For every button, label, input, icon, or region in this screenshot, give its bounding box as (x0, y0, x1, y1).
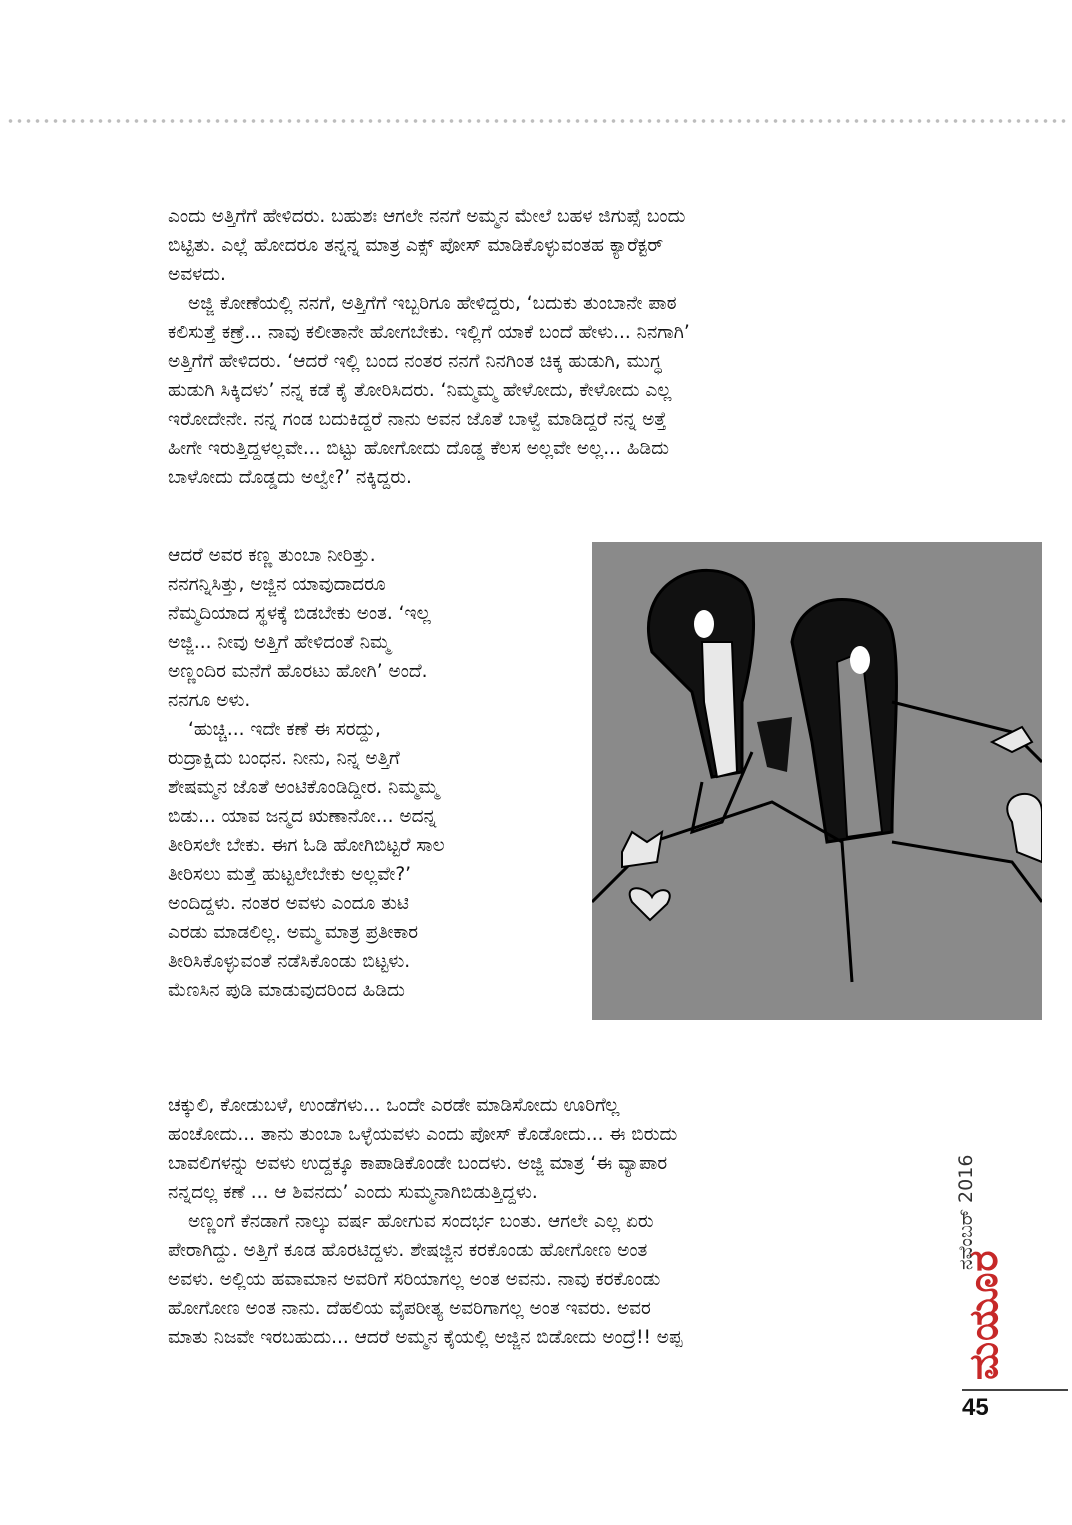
text-line: ತೀರಿಸಲೇ ಬೇಕು. ಈಗ ಓಡಿ ಹೋಗಿಬಿಟ್ಟರೆ ಸಾಲ (168, 835, 445, 856)
text-line: ಮೆಣಸಿನ ಪುಡಿ ಮಾಡುವುದರಿಂದ ಹಿಡಿದು (168, 980, 405, 1001)
page-sidebar (945, 1100, 1015, 1385)
text-line: ಅಂದಿದ್ದಳು. ನಂತರ ಅವಳು ಎಂದೂ ತುಟಿ (168, 893, 409, 914)
text-line: ಹೀಗೇ ಇರುತ್ತಿದ್ದಳಲ್ಲವೇ... ಬಿಟ್ಟು ಹೋಗೋದು ದೊಡ್ಡ ಕೆಲಸ ಅಲ್ಲವೇ ಅಲ್ಲ... ಹಿಡಿದು (168, 438, 670, 459)
story-text-bottom (168, 1091, 892, 1352)
page-number: 45 (962, 1394, 989, 1421)
illustration-drawing (592, 542, 1042, 1020)
text-line: ನೆಮ್ಮದಿಯಾದ ಸ್ಥಳಕ್ಕೆ ಬಿಡಬೇಕು ಅಂತ. ‘ಇಲ್ಲ (168, 603, 431, 624)
text-line: ರುದ್ರಾಕ್ಷಿದು ಬಂಧನ. ನೀನು, ನಿನ್ನ ಅತ್ತಿಗೆ (168, 748, 400, 769)
text-line: ಕಲಿಸುತ್ತೆ ಕಣ್ರೆ... ನಾವು ಕಲೀತಾನೇ ಹೋಗಬೇಕು. ಇಲ್ಲಿಗೆ ಯಾಕೆ ಬಂದೆ ಹೇಳು... ನಿನಗಾಗಿ’ (168, 322, 690, 343)
text-line: ನನಗೂ ಅಳು. (168, 690, 251, 711)
story-text-wrapped-column (168, 541, 578, 1005)
story-text-top (168, 202, 892, 492)
text-line: ಅಣ್ಣಂಗೆ ಕೆನಡಾಗೆ ನಾಲ್ಕು ವರ್ಷ ಹೋಗುವ ಸಂದರ್ಭ ಬಂತು. ಆಗಲೇ ಎಲ್ಲ ಏರು (188, 1211, 654, 1232)
text-line: ಇರೋದೇನೇ. ನನ್ನ ಗಂಡ ಬದುಕಿದ್ದರೆ ನಾನು ಅವನ ಜೊತೆ ಬಾಳ್ವೆ ಮಾಡಿದ್ದರೆ ನನ್ನ ಅತ್ತೆ (168, 409, 667, 430)
text-line: ಹಂಚೋದು... ತಾನು ತುಂಬಾ ಒಳ್ಳೆಯವಳು ಎಂದು ಪೋಸ್ ಕೊಡೋದು... ಈ ಬಿರುದು (168, 1124, 678, 1145)
text-line: ಬಾವಲಿಗಳನ್ನು ಅವಳು ಉದ್ದಕ್ಕೂ ಕಾಪಾಡಿಕೊಂಡೇ ಬಂದಳು. ಅಜ್ಜಿ ಮಾತ್ರ ‘ಈ ವ್ಯಾಪಾರ (168, 1153, 668, 1174)
text-line: ಬಿಡು... ಯಾವ ಜನ್ಮದ ಋಣಾನೋ... ಅದನ್ನ (168, 806, 437, 827)
text-line: ‘ಹುಚ್ಚಿ... ಇದೇ ಕಣೆ ಈ ಸರದ್ದು, (188, 719, 381, 740)
text-line: ಆದರೆ ಅವರ ಕಣ್ಣ ತುಂಬಾ ನೀರಿತ್ತು. (168, 545, 376, 566)
story-illustration (592, 542, 1042, 1020)
text-line: ಚಕ್ಕುಲಿ, ಕೋಡುಬಳೆ, ಉಂಡೆಗಳು... ಒಂದೇ ಎರಡೇ ಮಾಡಿಸೋದು ಊರಿಗೆಲ್ಲ (168, 1095, 620, 1116)
magazine-masthead: ಮಯೂರ (961, 1249, 1007, 1380)
text-line: ಶೇಷಮ್ಮನ ಜೊತೆ ಅಂಟಿಕೊಂಡಿದ್ದೀರ. ನಿಮ್ಮಮ್ಮ (168, 777, 439, 798)
text-line: ತೀರಿಸಿಕೊಳ್ಳುವಂತೆ ನಡೆಸಿಕೊಂಡು ಬಿಟ್ಟಳು. (168, 951, 411, 972)
text-line: ಅಜ್ಜಿ ಕೋಣೆಯಲ್ಲಿ ನನಗೆ, ಅತ್ತಿಗೆಗೆ ಇಬ್ಬರಿಗೂ ಹೇಳಿದ್ದರು, ‘ಬದುಕು ತುಂಬಾನೇ ಪಾಠ (188, 293, 677, 314)
text-line: ಹೋಗೋಣ ಅಂತ ನಾನು. ದೆಹಲಿಯ ವೈಪರೀತ್ಯ ಅವರಿಗಾಗಲ್ಲ ಅಂತ ಇವರು. ಅವರ (168, 1298, 651, 1319)
text-line: ಅಜ್ಜಿ... ನೀವು ಅತ್ತಿಗೆ ಹೇಳಿದಂತೆ ನಿಮ್ಮ (168, 632, 391, 653)
text-line: ಬಾಳೋದು ದೊಡ್ಡದು ಅಲ್ವೇ?’ ನಕ್ಕಿದ್ದರು. (168, 467, 412, 488)
folio-rule (962, 1389, 1068, 1391)
text-line: ಪೇರಾಗಿದ್ದು. ಅತ್ತಿಗೆ ಕೂಡ ಹೊರಟಿದ್ದಳು. ಶೇಷಜ್ಜಿನ ಕರಕೊಂಡು ಹೋಗೋಣ ಅಂತ (168, 1240, 648, 1261)
text-line: ಅಣ್ಣಂದಿರ ಮನೆಗೆ ಹೊರಟು ಹೋಗಿ’ ಅಂದೆ. (168, 661, 428, 682)
text-line: ನನಗನ್ನಿಸಿತ್ತು, ಅಜ್ಜಿನ ಯಾವುದಾದರೂ (168, 574, 386, 595)
text-line: ಅತ್ತಿಗೆಗೆ ಹೇಳಿದರು. ‘ಆದರೆ ಇಲ್ಲಿ ಬಂದ ನಂತರ ನನಗೆ ನಿನಗಿಂತ ಚಿಕ್ಕ ಹುಡುಗಿ, ಮುಗ್ಧ (168, 351, 662, 372)
text-line: ಎಂದು ಅತ್ತಿಗೆಗೆ ಹೇಳಿದರು. ಬಹುಶಃ ಆಗಲೇ ನನಗೆ ಅಮ್ಮನ ಮೇಲೆ ಬಹಳ ಜಿಗುಪ್ಸೆ ಬಂದು (168, 206, 686, 227)
text-line: ನನ್ನದಲ್ಲ ಕಣೆ ... ಆ ಶಿವನದು’ ಎಂದು ಸುಮ್ಮನಾಗಿಬಿಡುತ್ತಿದ್ದಳು. (168, 1182, 538, 1203)
text-line: ಮಾತು ನಿಜವೇ ಇರಬಹುದು... ಆದರೆ ಅಮ್ಮನ ಕೈಯಲ್ಲಿ ಅಜ್ಜಿನ ಬಿಡೋದು ಅಂದ್ರೆ!! ಅಪ್ಪ (168, 1327, 683, 1348)
text-line: ಹುಡುಗಿ ಸಿಕ್ಕಿದಳು’ ನನ್ನ ಕಡೆ ಕೈ ತೋರಿಸಿದರು. ‘ನಿಮ್ಮಮ್ಮ ಹೇಳೋದು, ಕೇಳೋದು ಎಲ್ಲ (168, 380, 672, 401)
text-line: ಎರಡು ಮಾಡಲಿಲ್ಲ. ಅಮ್ಮ ಮಾತ್ರ ಪ್ರತೀಕಾರ (168, 922, 419, 943)
text-line: ಬಿಟ್ಟಿತು. ಎಲ್ಲೆ ಹೋದರೂ ತನ್ನನ್ನ ಮಾತ್ರ ಎಕ್ಸ್ ಪೋಸ್ ಮಾಡಿಕೊಳ್ಳುವಂತಹ ಕ್ಯಾರೆಕ್ಟರ್ (168, 235, 664, 256)
text-line: ಅವಳದು. (168, 264, 226, 285)
text-line: ಅವಳು. ಅಲ್ಲಿಯ ಹವಾಮಾನ ಅವರಿಗೆ ಸರಿಯಾಗಲ್ಲ ಅಂತ ಅವನು. ನಾವು ಕರಕೊಂಡು (168, 1269, 661, 1290)
dotted-header-rule (6, 118, 1066, 124)
issue-date: ನವೆಂಬರ್ 2016 (955, 1154, 977, 1270)
text-line: ತೀರಿಸಲು ಮತ್ತೆ ಹುಟ್ಟಲೇಬೇಕು ಅಲ್ಲವೇ?’ (168, 864, 412, 885)
